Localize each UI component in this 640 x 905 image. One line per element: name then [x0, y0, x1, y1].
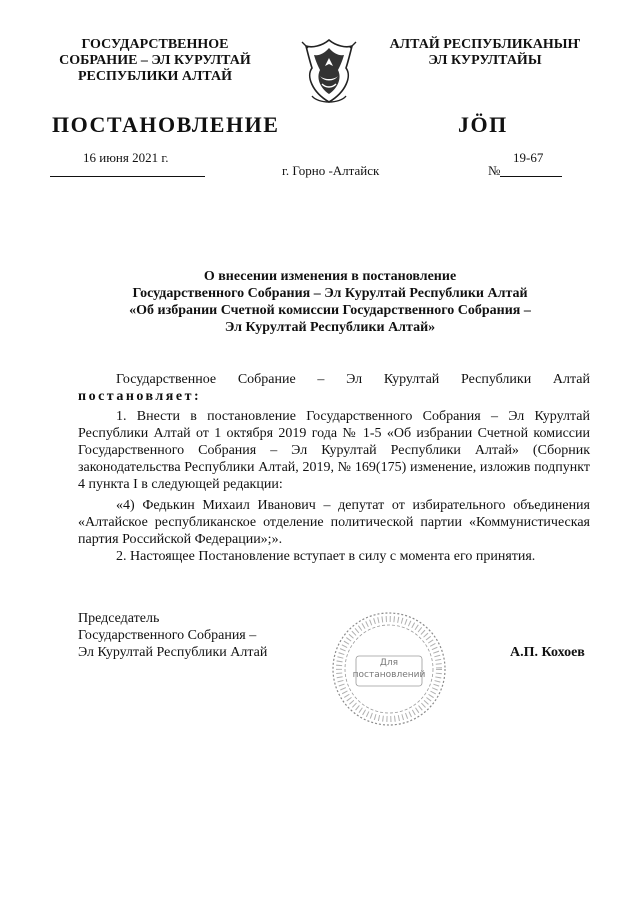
header-left-line-2: СОБРАНИЕ – ЭЛ КУРУЛТАЙ	[59, 53, 251, 68]
number-sign: №	[488, 163, 501, 178]
number-value: 19-67	[513, 150, 544, 165]
stamp-text-line-1: Для	[379, 658, 399, 668]
header-left	[40, 37, 270, 85]
document-title	[60, 268, 600, 336]
document-body	[78, 371, 590, 565]
position-line-2: Государственного Собрания –	[78, 628, 257, 643]
title-line-3: «Об избрании Счетной комиссии Государственного Собрания –	[129, 303, 531, 318]
intro-text: Государственное Собрание – Эл Курултай Республики Алтай	[116, 372, 590, 387]
stamp-text	[330, 657, 448, 681]
place-text: г. Горно -Алтайск	[282, 163, 380, 178]
header-right-line-1: АЛТАЙ РЕСПУБЛИКАНЫҤ	[389, 37, 581, 52]
signatory-name: А.П. Кохоев	[510, 645, 585, 660]
stamp-text-line-2: постановлений	[352, 670, 426, 680]
official-stamp	[330, 610, 448, 728]
header-right-line-2: ЭЛ КУРУЛТАЙЫ	[428, 53, 542, 68]
position-line-1: Председатель	[78, 611, 160, 626]
date-field	[50, 150, 205, 177]
body-paragraph-2: 2. Настоящее Постановление вступает в силу с момента его принятия.	[116, 549, 536, 564]
doc-type-alt: JÖП	[458, 112, 508, 137]
title-line-1: О внесении изменения в постановление	[203, 269, 457, 284]
doc-type-ru: ПОСТАНОВЛЕНИЕ	[52, 112, 280, 137]
header-right	[370, 37, 600, 69]
body-paragraph-1: 1. Внести в постановление Государственного Собрания – Эл Курултай Республики Алтай от 1 октября 2019 года № 1-5 «Об избрании Счетной комиссии Государственного Собрания – Эл Курултай Республики Алтай» (Сборник законодательства Республики Алтай, 2019, № 169(175) изменение, изложив подпункт 4 пункта I в следующей редакции:	[78, 409, 590, 492]
date-text: 16 июня 2021 г.	[83, 150, 169, 165]
altai-republic-coat-of-arms-icon	[298, 36, 360, 108]
position-line-3: Эл Курултай Республики Алтай	[78, 645, 268, 660]
body-quote: «4) Федькин Михаил Иванович – депутат от избирательного объединения «Алтайское республиканское отделение политической партии «Коммунистическая партия Российской Федерации»;».	[78, 498, 590, 547]
title-line-2: Государственного Собрания – Эл Курултай Республики Алтай	[132, 286, 528, 301]
body-resolves	[78, 388, 590, 405]
number-underline	[500, 176, 562, 177]
resolves-text: постановляет:	[78, 389, 202, 404]
title-line-4: Эл Курултай Республики Алтай»	[224, 320, 436, 335]
body-intro	[78, 371, 590, 388]
header-left-line-1: ГОСУДАРСТВЕННОЕ	[81, 37, 229, 52]
signature-position	[78, 610, 318, 661]
header-left-line-3: РЕСПУБЛИКИ АЛТАЙ	[77, 69, 233, 84]
